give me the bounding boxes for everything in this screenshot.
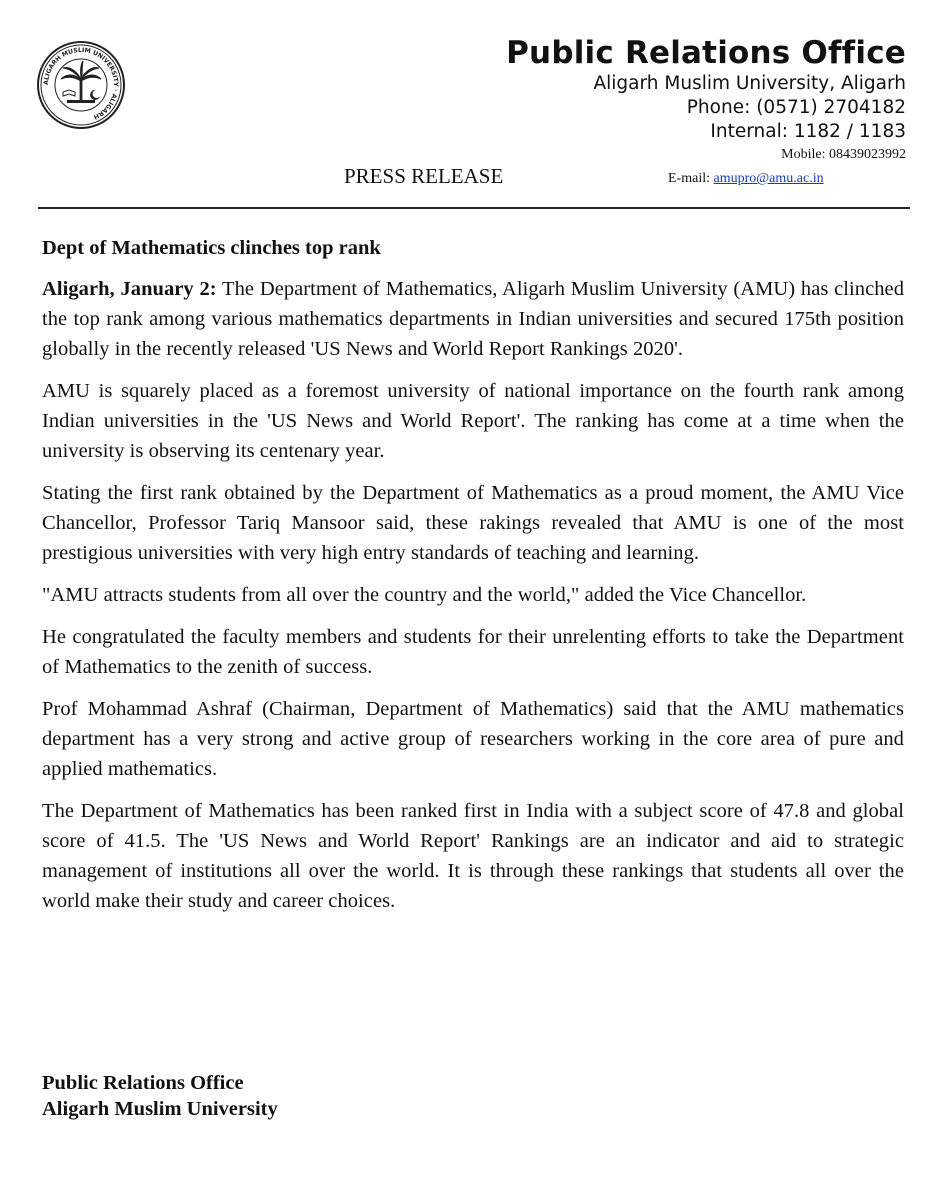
signature-office: Public Relations Office xyxy=(42,1072,244,1094)
office-title: Public Relations Office xyxy=(506,35,906,71)
office-phone: Phone: (0571) 2704182 xyxy=(686,97,906,118)
press-release-label: PRESS RELEASE xyxy=(344,164,504,188)
office-address: Aligarh Muslim University, Aligarh xyxy=(593,73,906,94)
paragraph: AMU is squarely placed as a foremost university of national importance on the fourth rank among Indian universities in the 'US News and World Report'. The ranking has come at a time when the university is observing its centenary year. xyxy=(42,380,904,462)
header-divider xyxy=(38,207,910,209)
email-link[interactable]: amupro@amu.ac.in xyxy=(713,171,824,186)
paragraph: Stating the first rank obtained by the Department of Mathematics as a proud moment, the AMU Vice Chancellor, Professor Tariq Mansoor said, these rakings revealed that AMU is one of the most prestigious universities with very high entry standards of teaching and learning. xyxy=(42,482,904,564)
paragraph: Prof Mohammad Ashraf (Chairman, Department of Mathematics) said that the AMU mathematics department has a very strong and active group of researchers working in the core area of pure and applied mathematics. xyxy=(42,698,904,780)
office-mobile: Mobile: 08439023992 xyxy=(781,147,906,162)
headline: Dept of Mathematics clinches top rank xyxy=(42,237,381,259)
press-release-body xyxy=(42,234,904,928)
signature-block xyxy=(42,1070,278,1122)
paragraph-text: The Department of Mathematics, Aligarh Muslim University (AMU) has clinched the top rank among various mathematics departments in Indian universities and secured 175th position globally in the recently released 'US News and World Report Rankings 2020'. xyxy=(42,278,904,360)
email-label: E-mail: xyxy=(668,171,714,186)
seal-ring-text: ALIGARH MUSLIM UNIVERSITY · ALIGARH xyxy=(42,46,120,121)
university-seal xyxy=(36,40,126,130)
paragraph xyxy=(42,274,904,364)
palm-tree-icon xyxy=(61,61,101,103)
paragraph: He congratulated the faculty members and students for their unrelenting efforts to take the Department of Mathematics to the zenith of success. xyxy=(42,626,904,678)
paragraph: "AMU attracts students from all over the country and the world," added the Vice Chancellor. xyxy=(42,584,807,606)
office-internal: Internal: 1182 / 1183 xyxy=(710,121,906,142)
paragraph: The Department of Mathematics has been ranked first in India with a subject score of 47.8 and global score of 41.5. The 'US News and World Report' Rankings are an indicator and aid to strategic management of institutions all over the world. It is through these rankings that students all over the world make their study and career choices. xyxy=(42,800,904,912)
office-header xyxy=(506,34,906,164)
signature-university: Aligarh Muslim University xyxy=(42,1098,278,1120)
office-email xyxy=(668,171,824,187)
dateline: Aligarh, January 2: xyxy=(42,278,217,300)
